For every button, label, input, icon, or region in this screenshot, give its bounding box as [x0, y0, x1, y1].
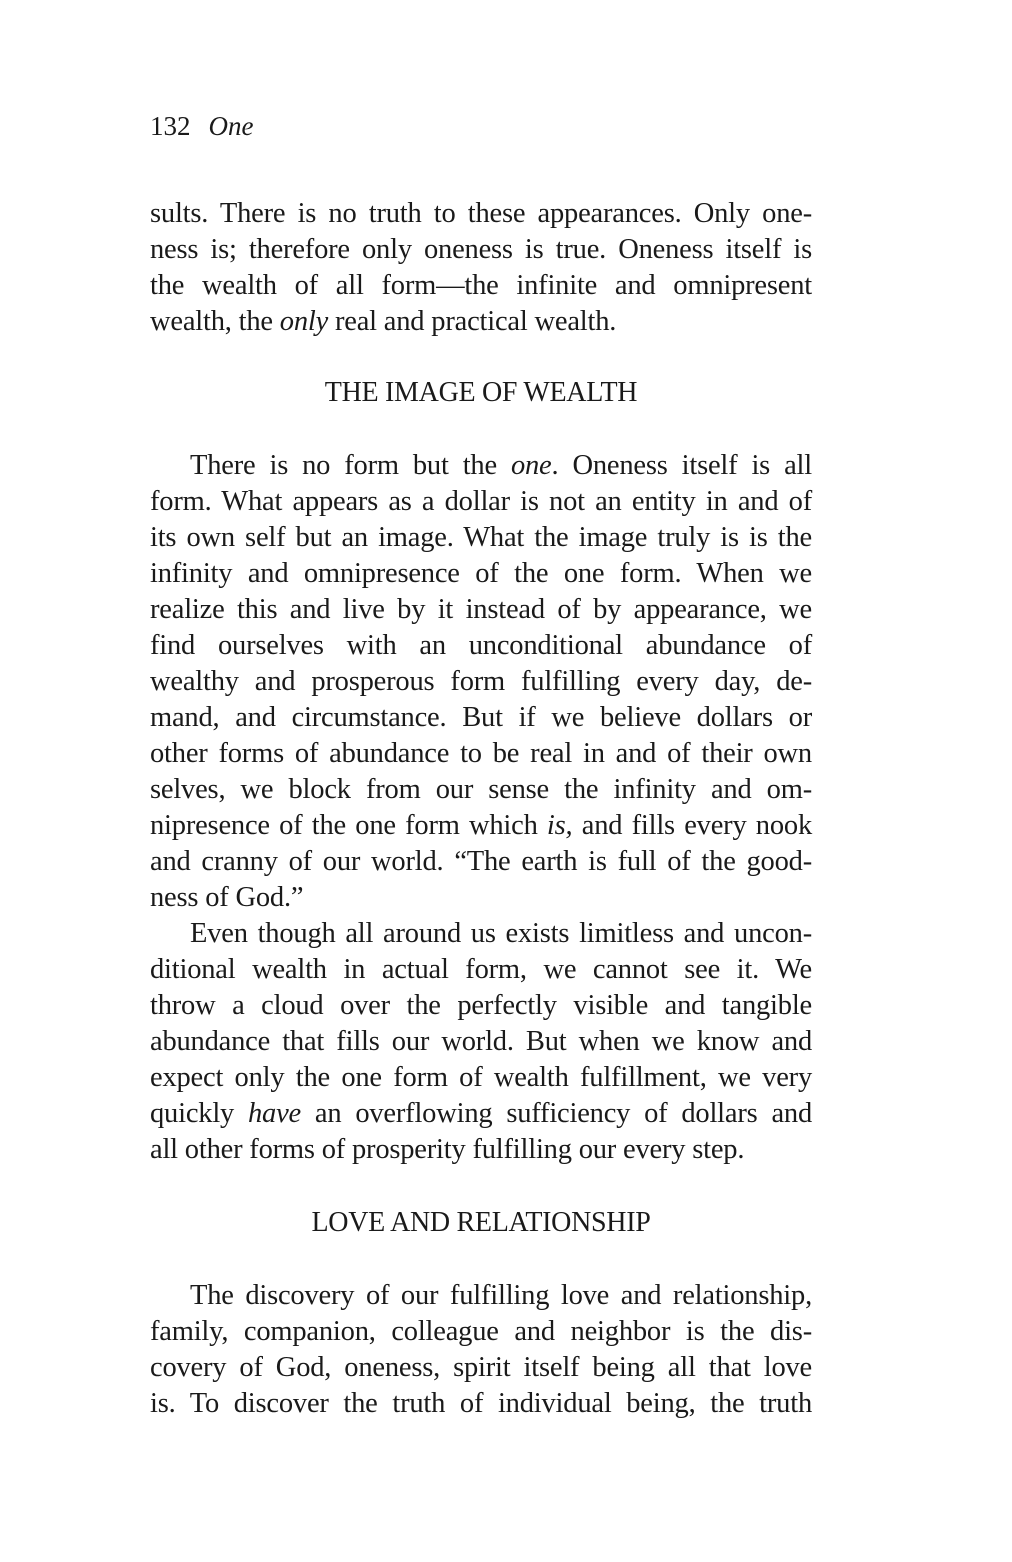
- text-line: mand, and circumstance. But if we believe dollars or: [150, 702, 812, 733]
- text-line: sults. There is no truth to these appearances. Only one-: [150, 198, 812, 229]
- text-line: is. To discover the truth of individual being, the truth: [150, 1388, 812, 1419]
- text-line: the wealth of all form—the infinite and omnipresent: [150, 270, 812, 301]
- text-line: find ourselves with an unconditional abundance of: [150, 630, 812, 661]
- text-line: covery of God, oneness, spirit itself being all that love: [150, 1352, 812, 1383]
- text-line: its own self but an image. What the image truly is is the: [150, 522, 812, 553]
- text-line: Even though all around us exists limitless and uncon-: [190, 918, 812, 949]
- text-line: selves, we block from our sense the infinity and om-: [150, 774, 812, 805]
- text-line: wealth, the only real and practical wealth.: [150, 306, 617, 337]
- text-line: other forms of abundance to be real in and of their own: [150, 738, 812, 769]
- text-line: wealthy and prosperous form fulfilling every day, de-: [150, 666, 812, 697]
- text-line: The discovery of our fulfilling love and relationship,: [190, 1280, 812, 1311]
- text-line: ness of God.”: [150, 882, 304, 913]
- text-line: throw a cloud over the perfectly visible and tangible: [150, 990, 812, 1021]
- text-line: quickly have an overflowing sufficiency of dollars and: [150, 1098, 812, 1129]
- running-head: [150, 108, 253, 144]
- text-line: infinity and omnipresence of the one form. When we: [150, 558, 812, 589]
- running-title: One: [208, 111, 254, 141]
- text-line: abundance that fills our world. But when we know and: [150, 1026, 812, 1057]
- text-line: all other forms of prosperity fulfilling our every step.: [150, 1134, 745, 1165]
- section-heading: THE IMAGE OF WEALTH: [324, 377, 638, 408]
- text-line: There is no form but the one. Oneness itself is all: [190, 450, 812, 481]
- page-number: 132: [150, 111, 191, 141]
- text-line: realize this and live by it instead of by appearance, we: [150, 594, 812, 625]
- text-line: and cranny of our world. “The earth is full of the good-: [150, 846, 812, 877]
- section-heading: LOVE AND RELATIONSHIP: [311, 1207, 651, 1238]
- text-line: expect only the one form of wealth fulfillment, we very: [150, 1062, 812, 1093]
- text-line: family, companion, colleague and neighbor is the dis-: [150, 1316, 812, 1347]
- text-line: ditional wealth in actual form, we cannot see it. We: [150, 954, 812, 985]
- text-line: nipresence of the one form which is, and fills every nook: [150, 810, 812, 841]
- text-line: form. What appears as a dollar is not an entity in and of: [150, 486, 812, 517]
- text-line: ness is; therefore only oneness is true. Oneness itself is: [150, 234, 812, 265]
